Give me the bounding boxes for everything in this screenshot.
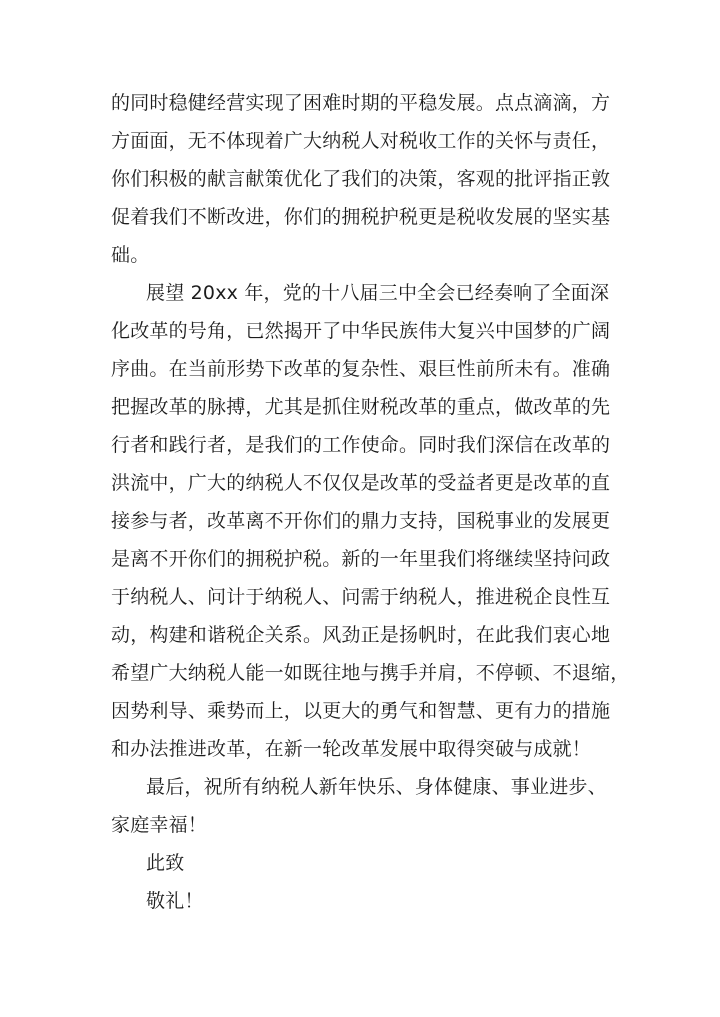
paragraph-3-line-2: 家庭幸福！: [111, 814, 208, 836]
paragraph-1-line-1: 的同时稳健经营实现了困难时期的平稳发展。点点滴滴，方: [111, 92, 611, 114]
paragraph-2-line-5: 行者和践行者，是我们的工作使命。同时我们深信在改革的: [111, 434, 611, 456]
paragraph-2-line-2: 化改革的号角，已然揭开了中华民族伟大复兴中国梦的广阔: [111, 320, 611, 342]
paragraph-2-line-10: 动，构建和谐税企关系。风劲正是扬帆时，在此我们衷心地: [111, 624, 611, 646]
closing-regards: 敬礼！: [146, 890, 204, 912]
paragraph-2-line-12: 因势利导、乘势而上，以更大的勇气和智慧、更有力的措施: [111, 700, 611, 722]
paragraph-2-line-11: 希望广大纳税人能一如既往地与携手并肩，不停顿、不退缩，: [111, 662, 630, 684]
paragraph-1-line-4: 促着我们不断改进，你们的拥税护税更是税收发展的坚实基: [111, 206, 611, 228]
paragraph-2-line-4: 把握改革的脉搏，尤其是抓住财税改革的重点，做改革的先: [111, 396, 611, 418]
paragraph-1-line-5: 础。: [111, 244, 150, 266]
closing-salutation: 此致: [146, 852, 185, 874]
paragraph-2-line-3: 序曲。在当前形势下改革的复杂性、艰巨性前所未有。准确: [111, 358, 611, 380]
paragraph-2-line-1: 展望 20xx 年，党的十八届三中全会已经奏响了全面深: [146, 282, 610, 304]
paragraph-2-line-7: 接参与者，改革离不开你们的鼎力支持，国税事业的发展更: [111, 510, 611, 532]
paragraph-2-line-9: 于纳税人、问计于纳税人、问需于纳税人，推进税企良性互: [111, 586, 611, 608]
paragraph-2-line-13: 和办法推进改革，在新一轮改革发展中取得突破与成就！: [111, 738, 592, 760]
paragraph-1-line-2: 方面面，无不体现着广大纳税人对税收工作的关怀与责任，: [111, 130, 611, 152]
paragraph-3-line-1: 最后，祝所有纳税人新年快乐、身体健康、事业进步、: [146, 776, 607, 798]
paragraph-2-line-6: 洪流中，广大的纳税人不仅仅是改革的受益者更是改革的直: [111, 472, 611, 494]
paragraph-2-line-8: 是离不开你们的拥税护税。新的一年里我们将继续坚持问政: [111, 548, 611, 570]
paragraph-1-line-3: 你们积极的献言献策优化了我们的决策，客观的批评指正敦: [111, 168, 611, 190]
